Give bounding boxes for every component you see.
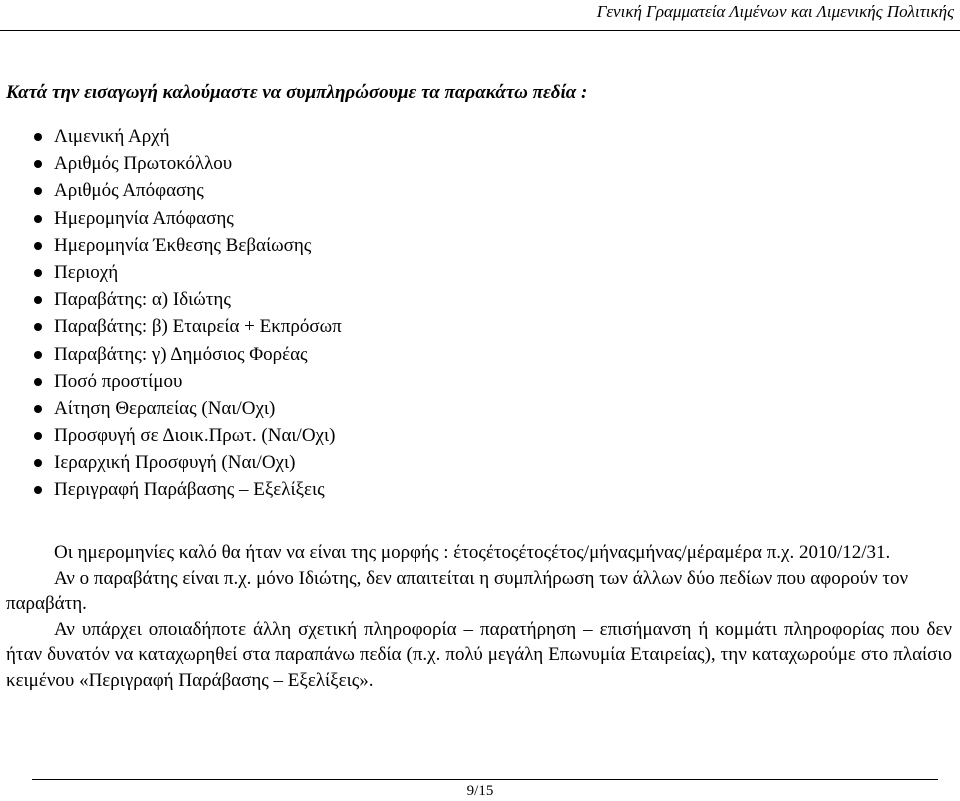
list-item [0,422,342,449]
bullet-icon [34,215,42,223]
other-info-note: Αν υπάρχει οποιαδήποτε άλλη σχετική πληροφορία – παρατήρηση – επισήμανση ή κομμάτι πληροφορίας που δεν ήταν δυνατόν να καταχωρηθεί στα παραπάνω πεδία (π.χ. πολύ μεγάλη Επωνυμία Εταιρείας), την καταχωρούμε στο πλαίσιο κειμένου «Περιγραφή Παράβασης – Εξελίξεις». [6,618,952,691]
running-header: Γενική Γραμματεία Λιμένων και Λιμενικής Πολιτικής [596,2,954,21]
list-item [0,286,342,313]
field-label: Αριθμός Πρωτοκόλλου [54,153,233,175]
header-divider [0,30,960,31]
bullet-icon [34,432,42,440]
list-item [0,395,342,422]
bullet-icon [34,486,42,494]
bullet-icon [34,378,42,386]
list-item [0,259,342,286]
list-item [0,313,342,340]
notes-section [6,540,952,693]
list-item [0,205,342,232]
field-label: Ιεραρχική Προσφυγή (Ναι/Οχι) [54,452,296,474]
list-item [0,449,342,476]
list-item [0,341,342,368]
bullet-icon [34,269,42,277]
date-format-note: Οι ημερομηνίες καλό θα ήταν να είναι της μορφής : έτοςέτοςέτοςέτος/μήναςμήνας/μέραμέρα π.χ. 2010/12/31. [54,542,891,563]
offender-note: Αν ο παραβάτης είναι π.χ. μόνο Ιδιώτης, δεν απαιτείται η συμπλήρωση των άλλων δύο πεδίων που αφορούν τον παραβάτη. [6,567,909,614]
list-item [0,150,342,177]
field-label: Περιγραφή Παράβασης – Εξελίξεις [54,479,325,501]
bullet-icon [34,351,42,359]
bullet-icon [34,405,42,413]
field-label: Περιοχή [54,261,119,283]
field-label: Παραβάτης: β) Εταιρεία + Εκπρόσωπ [54,316,342,338]
fields-list [0,123,342,504]
field-label: Παραβάτης: γ) Δημόσιος Φορέας [54,343,308,365]
bullet-icon [34,459,42,467]
field-label: Λιμενική Αρχή [54,126,170,147]
bullet-icon [34,187,42,195]
footer-divider [32,779,938,780]
bullet-icon [34,160,42,168]
field-label: Παραβάτης: α) Ιδιώτης [54,289,231,311]
page-number: 9/15 [466,783,494,799]
list-item [0,123,342,150]
list-item [0,476,342,503]
field-label: Ημερομηνία Έκθεσης Βεβαίωσης [54,234,312,256]
bullet-icon [34,242,42,250]
bullet-icon [34,296,42,304]
field-label: Προσφυγή σε Διοικ.Πρωτ. (Ναι/Οχι) [54,425,336,447]
bullet-icon [34,323,42,331]
field-label: Ποσό προστίμου [54,370,183,392]
section-heading: Κατά την εισαγωγή καλούμαστε να συμπληρώσουμε τα παρακάτω πεδία : [6,82,588,103]
field-label: Ημερομηνία Απόφασης [54,207,234,229]
list-item [0,177,342,204]
bullet-icon [34,133,42,141]
field-label: Αριθμός Απόφασης [54,180,204,202]
field-label: Αίτηση Θεραπείας (Ναι/Οχι) [54,397,276,419]
list-item [0,232,342,259]
list-item [0,368,342,395]
